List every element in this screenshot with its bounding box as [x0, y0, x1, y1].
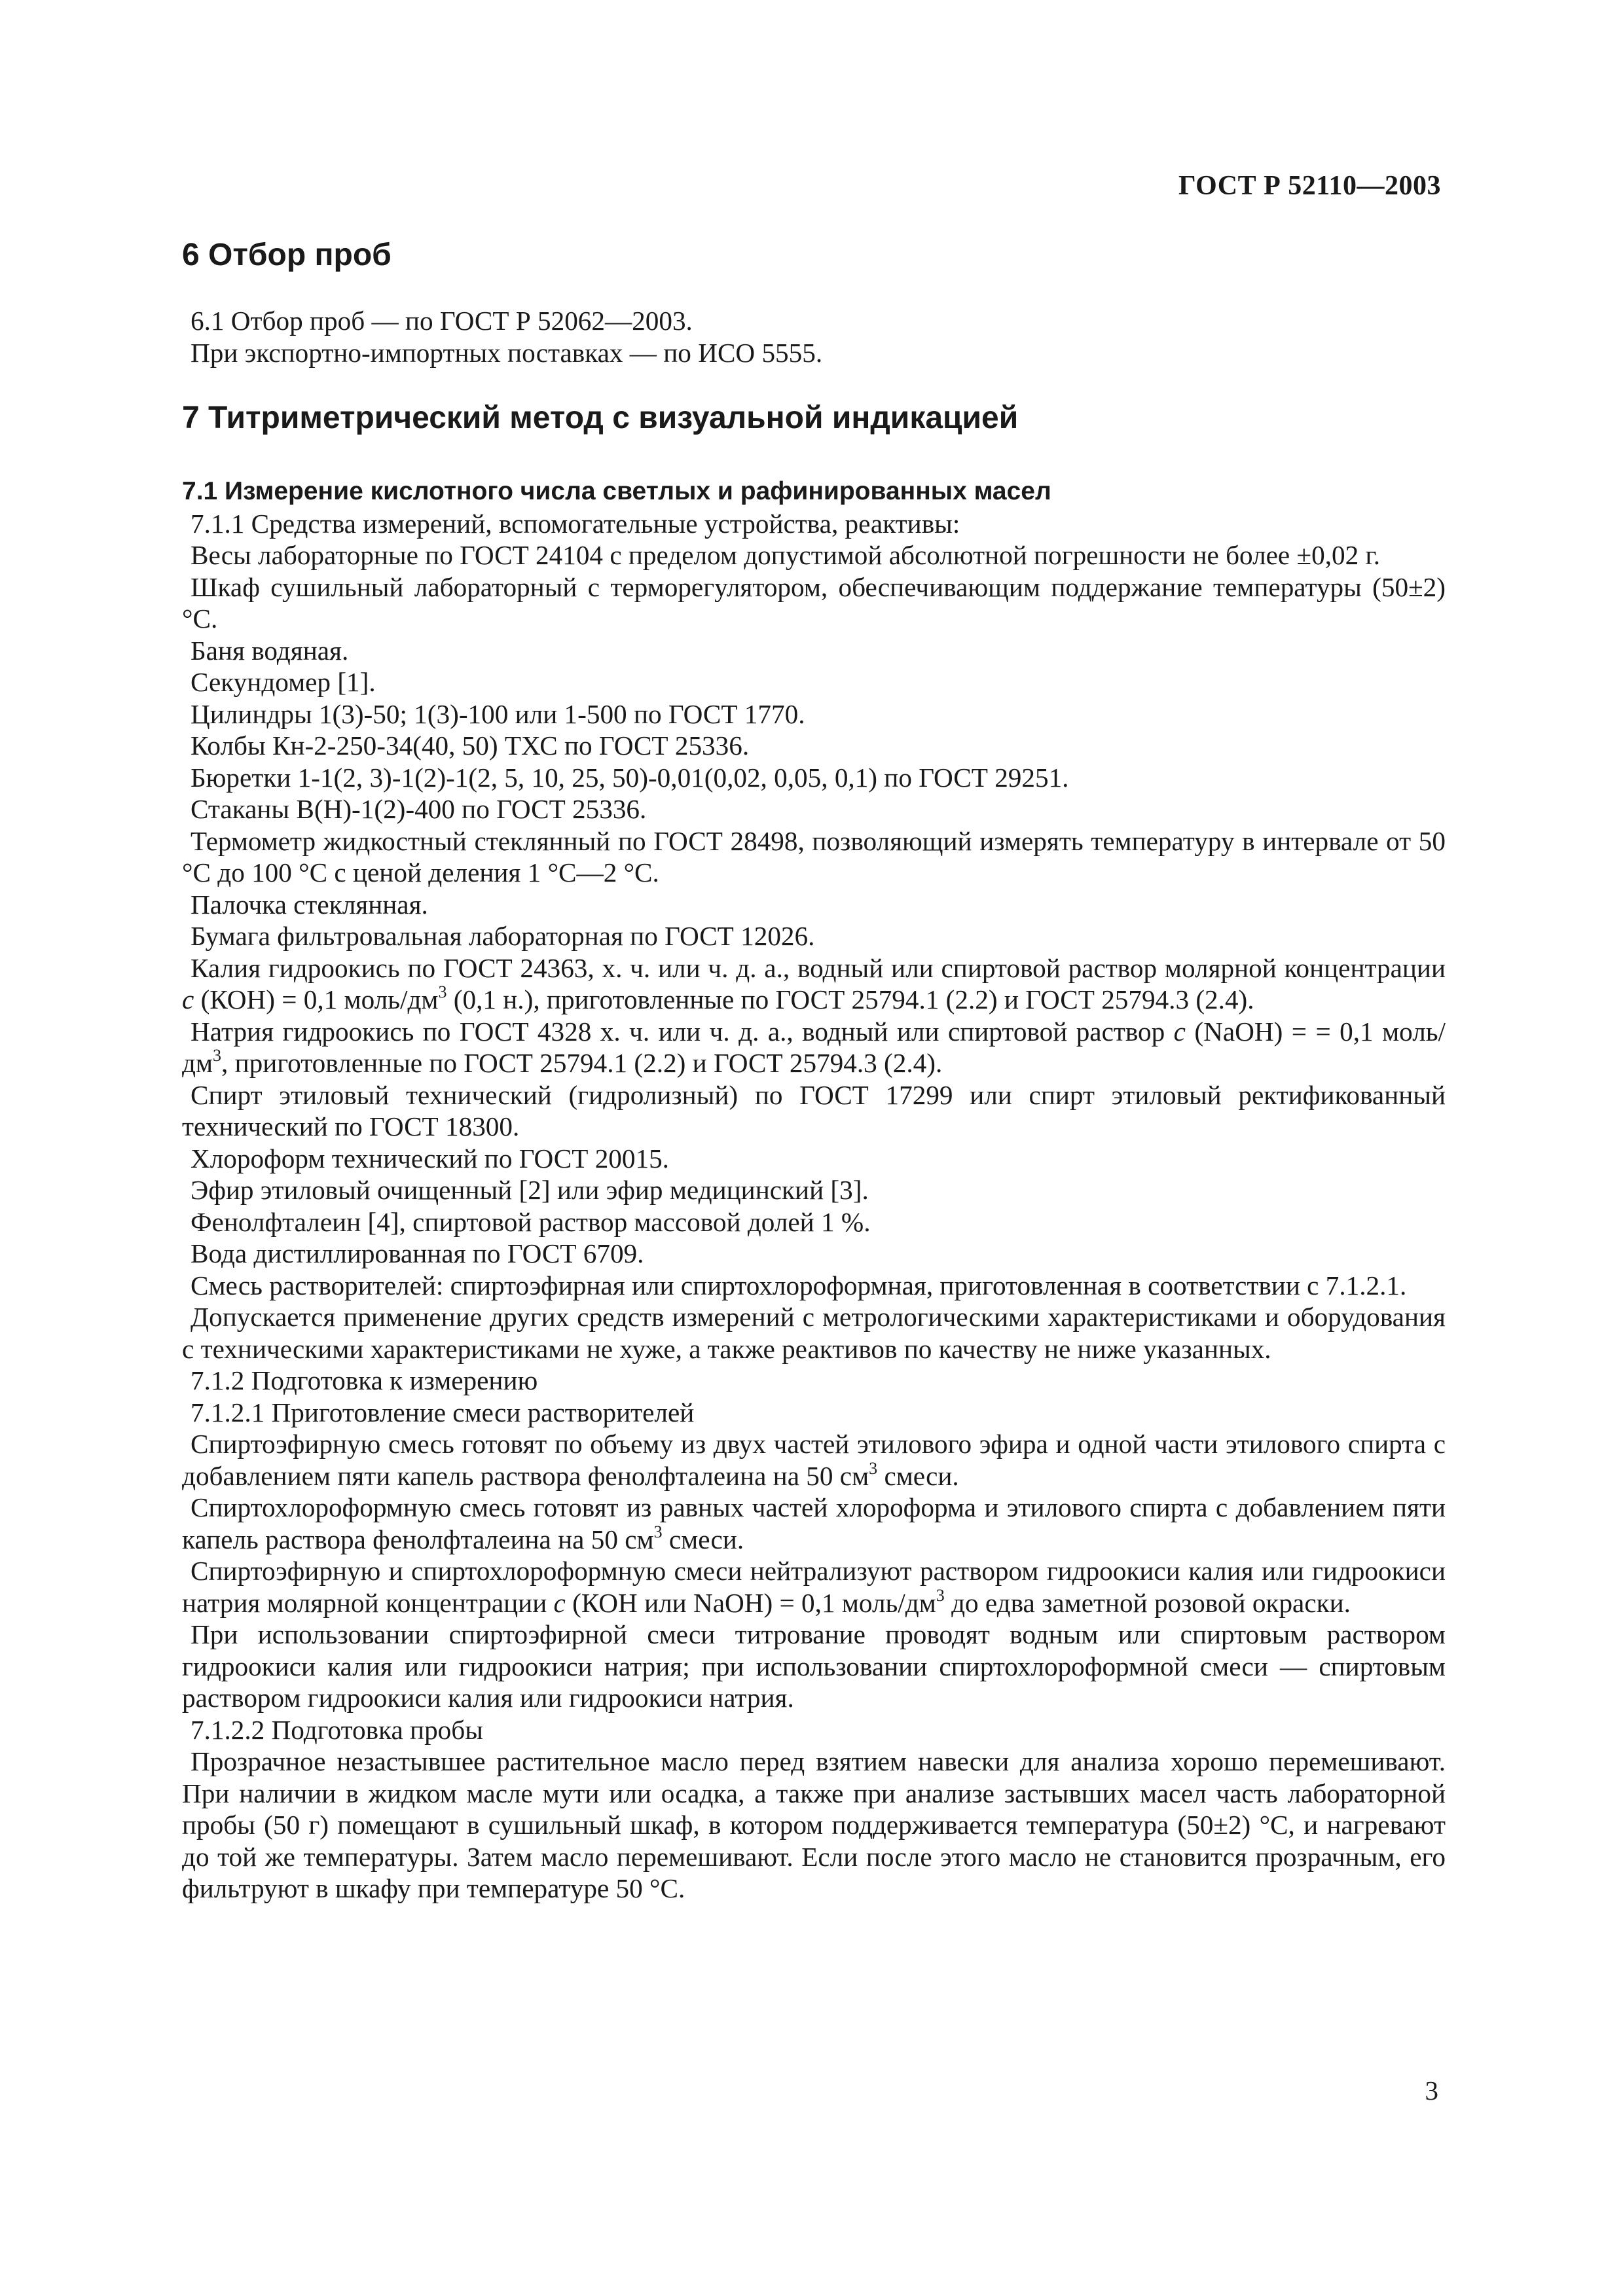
paragraph-ether-mix: Спиртоэфирную смесь готовят по объему из двух частей этилового эфира и одной части этилового спирта с добавлением пяти капель раствора фенолфталеина на 50 $см^3$ смеси. — [182, 1429, 1446, 1491]
subsection-7-1-2-1: 7.1.2.1 Приготовление смеси растворителей — [191, 1397, 695, 1427]
paragraph-6-1: 6.1 Отбор проб — по ГОСТ Р 52062—2003. — [191, 306, 693, 336]
list-item-water: Вода дистиллированная по ГОСТ 6709. — [191, 1238, 644, 1268]
page-number: 3 — [1425, 2075, 1438, 2106]
list-item-bath: Баня водяная. — [191, 635, 349, 666]
list-item-scales: Весы лабораторные по ГОСТ 24104 с пределом допустимой абсолютной погрешности не более ±0,02 г. — [191, 540, 1381, 570]
paragraph-allowed-alternatives: Допускается применение других средств измерений с метрологическими характеристиками и оборудования с техническими характеристиками не хуже, а также реактивов по качеству не ниже указанных. — [182, 1302, 1446, 1364]
list-item-stopwatch: Секундомер [1]. — [191, 667, 376, 697]
subsection-7-1-heading: 7.1 Измерение кислотного числа светлых и рафинированных масел — [182, 477, 1051, 505]
paragraph-neutralization: Спиртоэфирную и спиртохлороформную смеси нейтрализуют раствором гидроокиси калия или гидроокиси натрия молярной концентрации c (КОН или NaOH) = 0,1 моль/$дм^3$ до едва заметной розовой окраски. — [182, 1556, 1446, 1618]
subsection-7-1-2: 7.1.2 Подготовка к измерению — [191, 1365, 538, 1395]
paragraph-titration: При использовании спиртоэфирной смеси титрование проводят водным или спиртовым раствором гидроокиси калия или гидроокиси натрия; при использовании спиртохлороформной смеси — спиртовым раствором гидроокиси калия или гидроокиси натрия. — [182, 1619, 1446, 1713]
list-item-thermometer: Термометр жидкостный стеклянный по ГОСТ 28498, позволяющий измерять температуру в интервале от 50 °С до 100 °С с ценой деления 1 °С—2 °С. — [182, 825, 1446, 888]
list-item-koh: Калия гидроокись по ГОСТ 24363, х. ч. или ч. д. а., водный или спиртовой раствор молярной концентрации c (КОН) = 0,1 моль/$дм^3$ (0,1 н.), приготовленные по ГОСТ 25794.1 (2.2) и ГОСТ 25794.3 (2.4). — [182, 952, 1446, 1014]
paragraph-export: При экспортно-импортных поставках — по ИСО 5555. — [191, 337, 823, 368]
subsection-7-1-2-2: 7.1.2.2 Подготовка пробы — [191, 1714, 483, 1745]
list-item-oven: Шкаф сушильный лабораторный с терморегулятором, обеспечивающим поддержание температуры (50±2) °С. — [182, 571, 1446, 634]
list-item-phenolphthalein: Фенолфталеин [4], спиртовой раствор массовой долей 1 %. — [191, 1206, 871, 1237]
list-item-solvent-mix: Смесь растворителей: спиртоэфирная или спиртохлороформная, приготовленная в соответствии с 7.1.2.1. — [191, 1270, 1407, 1300]
list-item-ethanol: Спирт этиловый технический (гидролизный) по ГОСТ 17299 или спирт этиловый ректификованный технический по ГОСТ 18300. — [182, 1079, 1446, 1141]
list-item-ether: Эфир этиловый очищенный [2] или эфир медицинский [3]. — [191, 1175, 869, 1205]
list-item-cylinders: Цилиндры 1(3)-50; 1(3)-100 или 1-500 по ГОСТ 1770. — [191, 698, 805, 729]
list-item-filter-paper: Бумага фильтровальная лабораторная по ГОСТ 12026. — [191, 921, 815, 951]
page-content — [182, 236, 1446, 1905]
list-item-chloroform: Хлороформ технический по ГОСТ 20015. — [191, 1143, 669, 1174]
list-item-beakers: Стаканы В(Н)-1(2)-400 по ГОСТ 25336. — [191, 794, 647, 824]
paragraph-sample-prep: Прозрачное незастывшее растительное масло перед взятием навески для анализа хорошо перемешивают. При наличии в жидком масле мути или осадка, а также при анализе застывших масел часть лабораторной пробы (50 г) помещают в сушильный шкаф, в котором поддерживается температура (50±2) °С, и нагревают до той же температуры. Затем масло перемешивают. Если после этого масло не становится прозрачным, его фильтруют в шкафу при температуре 50 °С. — [182, 1746, 1446, 1903]
list-item-burettes: Бюретки 1-1(2, 3)-1(2)-1(2, 5, 10, 25, 50)-0,01(0,02, 0,05, 0,1) по ГОСТ 29251. — [191, 762, 1069, 793]
section-7-title: 7 Титриметрический метод с визуальной индикацией — [182, 401, 1019, 435]
list-item-glass-rod: Палочка стеклянная. — [191, 889, 428, 920]
list-item-flasks: Колбы Кн-2-250-34(40, 50) ТХС по ГОСТ 25336. — [191, 730, 750, 761]
list-item-naoh: Натрия гидроокись по ГОСТ 4328 х. ч. или ч. д. а., водный или спиртовой раствор c (NaOH) = = 0,1 моль/$дм^3$, приготовленные по ГОСТ 25794.1 (2.2) и ГОСТ 25794.3 (2.4). — [182, 1016, 1446, 1078]
paragraph-chloroform-mix: Спиртохлороформную смесь готовят из равных частей хлороформа и этилового спирта с добавлением пяти капель раствора фенолфталеина на 50 $см^3$ смеси. — [182, 1492, 1446, 1554]
document-id: ГОСТ Р 52110—2003 — [1178, 171, 1441, 201]
subsection-7-1-1: 7.1.1 Средства измерений, вспомогательные устройства, реактивы: — [191, 508, 960, 539]
section-6-title: 6 Отбор проб — [182, 238, 392, 272]
